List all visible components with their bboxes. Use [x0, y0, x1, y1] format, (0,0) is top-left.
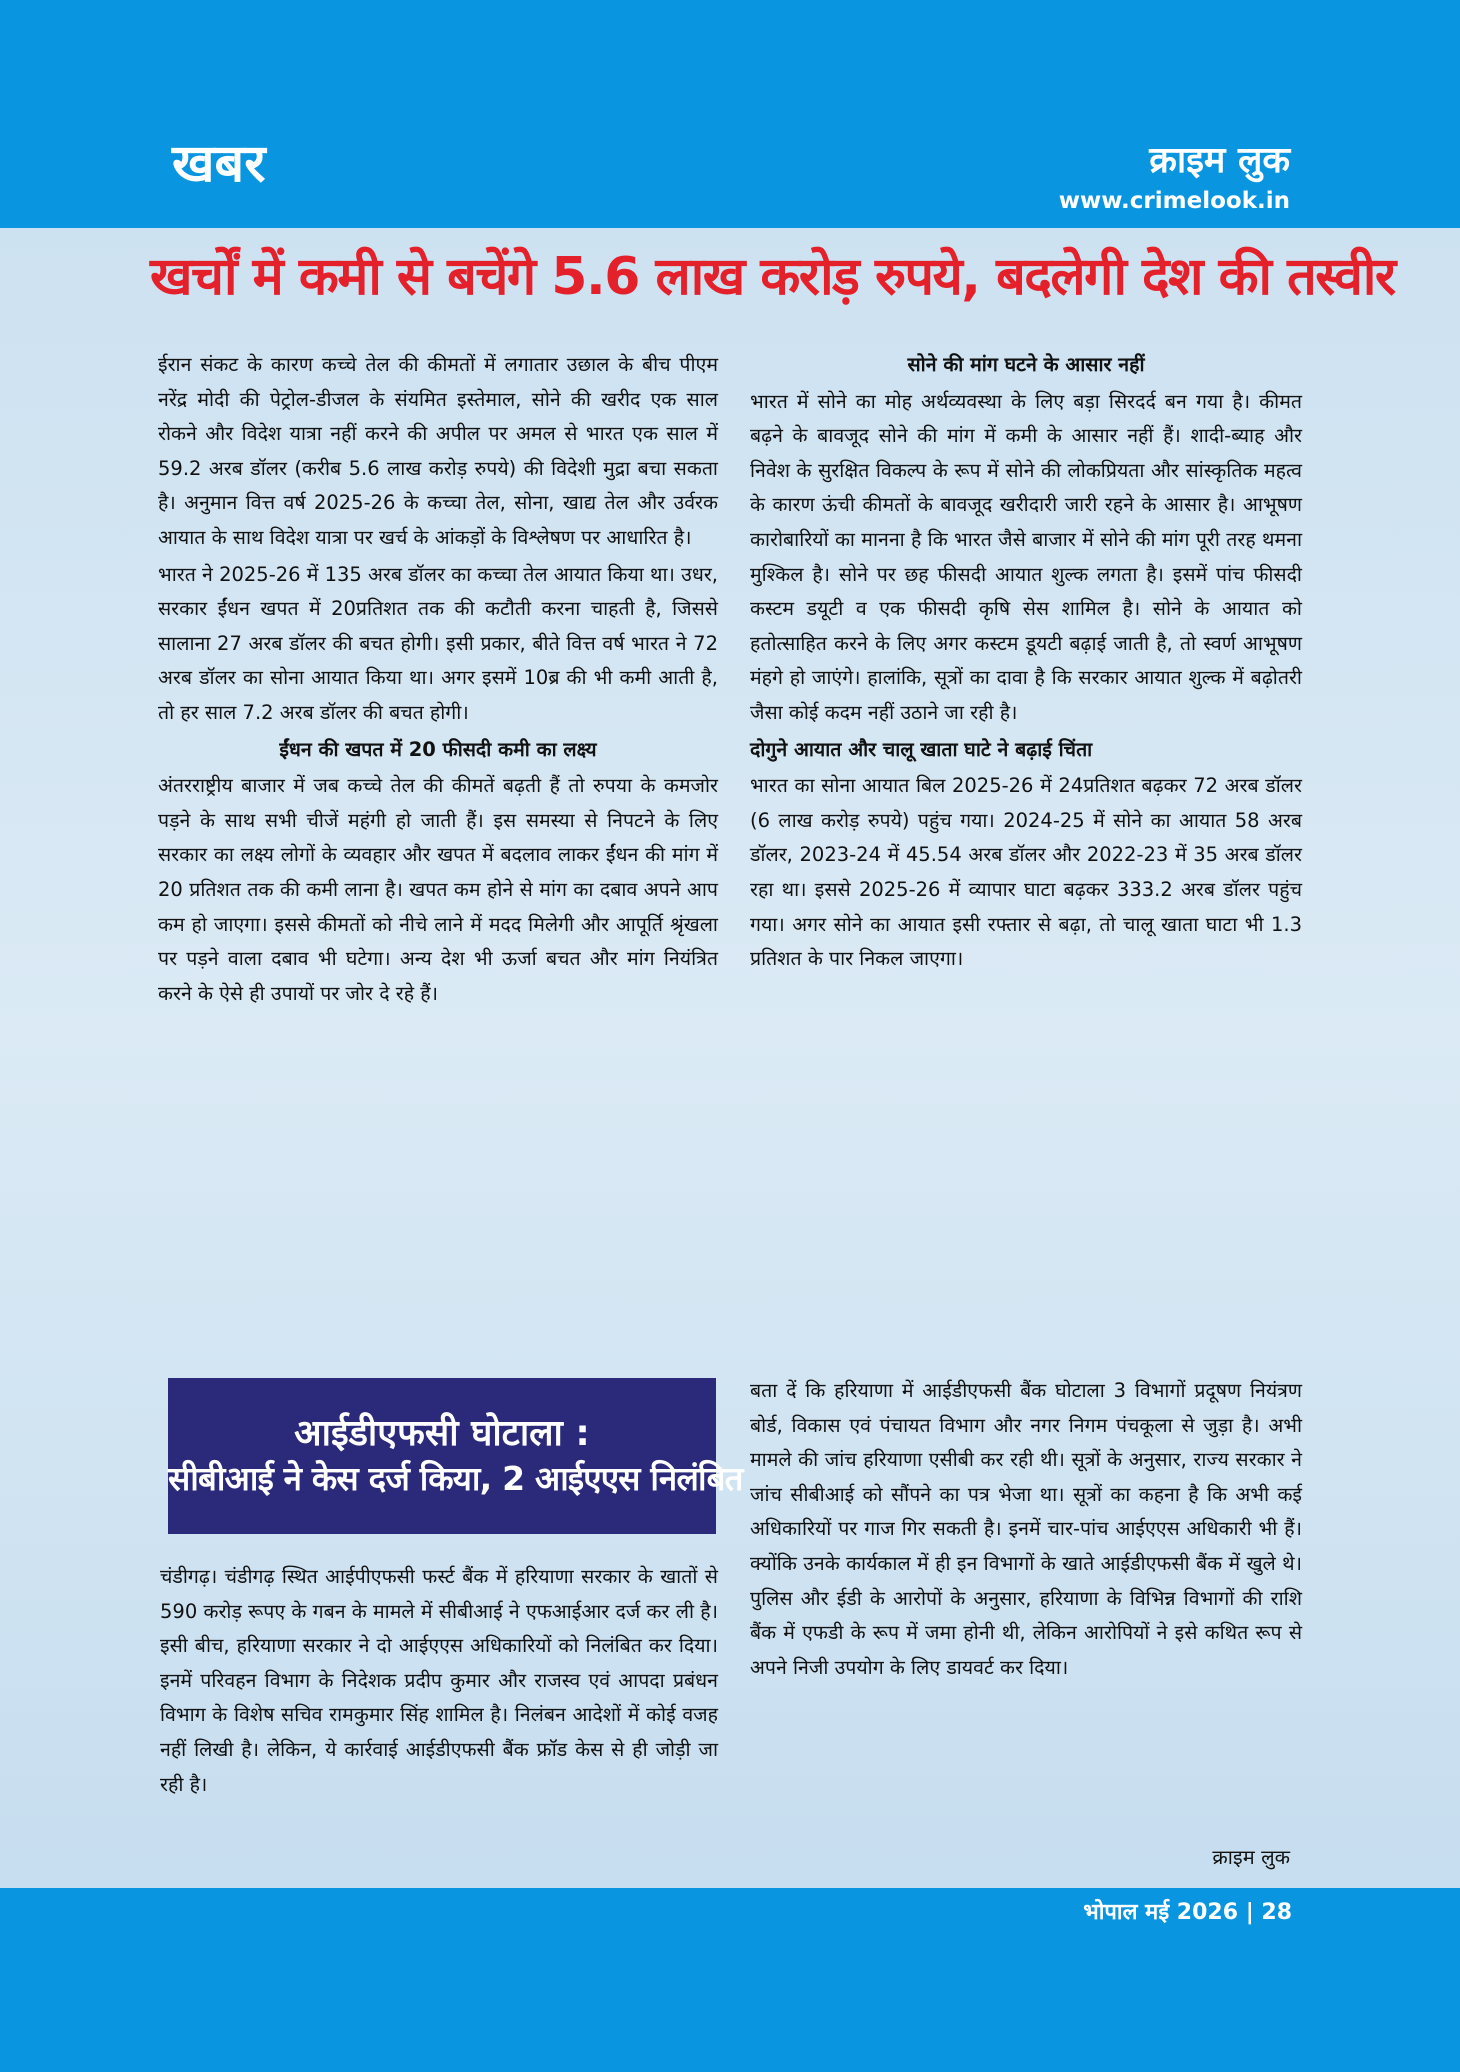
story2-headline-box [168, 1378, 743, 1534]
story1-paragraph-1: ईरान संकट के कारण कच्चे तेल की कीमतों में लगातार उछाल के बीच पीएम नरेंद्र मोदी की पेट्रोल-डीजल के संयमित इस्तेमाल, सोने की खरीद एक साल रोकने और विदेश यात्रा नहीं करने की अपील पर अमल से भारत एक साल में 59.2 अरब डॉलर (करीब 5.6 लाख करोड़ रुपये) की विदेशी मुद्रा बचा सकता है। अनुमान वित्त वर्ष 2025-26 के कच्चा तेल, सोना, खाद्य तेल और उर्वरक आयात के साथ विदेश यात्रा पर खर्च के आंकड़ों के विश्लेषण पर आधारित है। [158, 353, 718, 549]
masthead-url: www.crimelook.in [1058, 187, 1290, 214]
story2-headline-line2: सीबीआई ने केस दर्ज किया, 2 आईएएस निलंबित [168, 1458, 743, 1498]
story1-subhead-fuel: ईंधन की खपत में 20 फीसदी कमी का लक्ष्य [279, 737, 597, 761]
masthead [1059, 142, 1290, 214]
story1-paragraph-5: भारत का सोना आयात बिल 2025-26 में 24प्रतिशत बढ़कर 72 अरब डॉलर (6 लाख करोड़ रुपये) पहुंच गया। 2024-25 में सोने का आयात 58 अरब डॉलर, 2023-24 में 45.54 अरब डॉलर और 2022-23 में 35 अरब डॉलर रहा था। इससे 2025-26 में व्यापार घाटा बढ़कर 333.2 अरब डॉलर पहुंच गया। अगर सोने का आयात इसी रफ्तार से बढ़ा, तो चालू खाता घाटा भी 1.3 प्रतिशत के पार निकल जाएगा। [750, 774, 1302, 971]
story2-credit: क्राइम लुक [1212, 1845, 1290, 1869]
story1-subhead-deficit: दोगुने आयात और चालू खाता घाटे ने बढ़ाई चिंता [750, 737, 1093, 761]
story1-headline: खर्चों में कमी से बचेंगे 5.6 लाख करोड़ रुपये, बदलेगी देश की तस्वीर [150, 247, 1395, 307]
story1-paragraph-4: भारत में सोने का मोह अर्थव्यवस्था के लिए बड़ा सिरदर्द बन गया है। कीमत बढ़ने के बावजूद सोने की मांग में कमी के आसार नहीं हैं। शादी-ब्याह और निवेश के सुरक्षित विकल्प के रूप में सोने की लोकप्रियता और सांस्कृतिक महत्व के कारण ऊंची कीमतों के बावजूद खरीदारी जारी रहने के आसार है। आभूषण कारोबारियों का मानना है कि भारत जैसे बाजार में सोने की मांग पूरी तरह थमना मुश्किल है। सोने पर छह फीसदी आयात शुल्क लगता है। इसमें पांच फीसदी कस्टम डयूटी व एक फीसदी कृषि सेस शामिल है। सोने के आयात को हतोत्साहित करने के लिए अगर कस्टम डूयटी बढ़ाई जाती है, तो स्वर्ण आभूषण मंहगे हो जाएंगे। हालांकि, सूत्रों का दावा है कि सरकार आयात शुल्क में बढ़ोतरी जैसा कोई कदम नहीं उठाने जा रही है। [750, 389, 1302, 724]
masthead-title: क्राइम लुक [1149, 140, 1290, 181]
story2-paragraph-2: बता दें कि हरियाणा में आईडीएफसी बैंक घोटाला 3 विभागों प्रदूषण नियंत्रण बोर्ड, विकास एवं पंचायत विभाग और नगर निगम पंचकूला से जुड़ा है। अभी मामले की जांच हरियाणा एसीबी कर रही थी। सूत्रों के अनुसार, राज्य सरकार ने जांच सीबीआई को सौंपने का पत्र भेजा था। सूत्रों का कहना है कि अभी कई अधिकारियों पर गाज गिर सकती है। इनमें चार-पांच आईएएस अधिकारी भी हैं। क्योंकि उनके कार्यकाल में ही इन विभागों के खाते आईडीएफसी बैंक में खुले थे। पुलिस और ईडी के आरोपों के अनुसार, हरियाणा के विभिन्न विभागों की राशि बैंक में एफडी के रूप में जमा होनी थी, लेकिन आरोपियों ने इसे कथित रूप से अपने निजी उपयोग के लिए डायवर्ट कर दिया। [750, 1379, 1302, 1679]
story2-paragraph-1: चंडीगढ़। चंडीगढ़ स्थित आईपीएफसी फर्स्ट बैंक में हरियाणा सरकार के खातों से 590 करोड़ रूपए के गबन के मामले में सीबीआई ने एफआईआर दर्ज कर ली है। इसी बीच, हरियाणा सरकार ने दो आईएएस अधिकारियों को निलंबित कर दिया। इनमें परिवहन विभाग के निदेशक प्रदीप कुमार और राजस्व एवं आपदा प्रबंधन विभाग के विशेष सचिव रामकुमार सिंह शामिल है। निलंबन आदेशों में कोई वजह नहीं लिखी है। लेकिन, ये कार्रवाई आईडीएफसी बैंक फ्रॉड केस से ही जोड़ी जा रही है। [160, 1565, 718, 1796]
page-folio: भोपाल मई 2026 | 28 [1083, 1900, 1292, 1925]
story2-headline-line1: आईडीएफसी घोटाला : [294, 1413, 590, 1455]
story1-right-column [750, 348, 1302, 979]
section-label: खबर [172, 134, 266, 194]
story1-paragraph-3: अंतरराष्ट्रीय बाजार में जब कच्चे तेल की कीमतें बढ़ती हैं तो रुपया के कमजोर पड़ने के साथ सभी चीजें महंगी हो जाती हैं। इस समस्या से निपटने के लिए सरकार का लक्ष्य लोगों के व्यवहार और खपत में बदलाव लाकर ईंधन की मांग में 20 प्रतिशत तक की कमी लाना है। खपत कम होने से मांग का दबाव अपने आप कम हो जाएगा। इससे कीमतों को नीचे लाने में मदद मिलेगी और आपूर्ति श्रृंखला पर पड़ने वाला दबाव भी घटेगा। अन्य देश भी ऊर्जा बचत और मांग नियंत्रित करने के ऐसे ही उपायों पर जोर दे रहे हैं। [158, 774, 718, 1005]
story2-left-column [160, 1560, 718, 1804]
story2-right-column [750, 1374, 1302, 1687]
story1-left-column [158, 348, 718, 1013]
story1-paragraph-2: भारत ने 2025-26 में 135 अरब डॉलर का कच्चा तेल आयात किया था। उधर, सरकार ईंधन खपत में 20प्रतिशत तक की कटौती करना चाहती है, जिससे सालाना 27 अरब डॉलर की बचत होगी। इसी प्रकार, बीते वित्त वर्ष भारत ने 72 अरब डॉलर का सोना आयात किया था। अगर इसमें 10ब्र की भी कमी आती है, तो हर साल 7.2 अरब डॉलर की बचत होगी। [158, 562, 718, 724]
story1-subhead-gold: सोने की मांग घटने के आसार नहीं [907, 353, 1145, 376]
